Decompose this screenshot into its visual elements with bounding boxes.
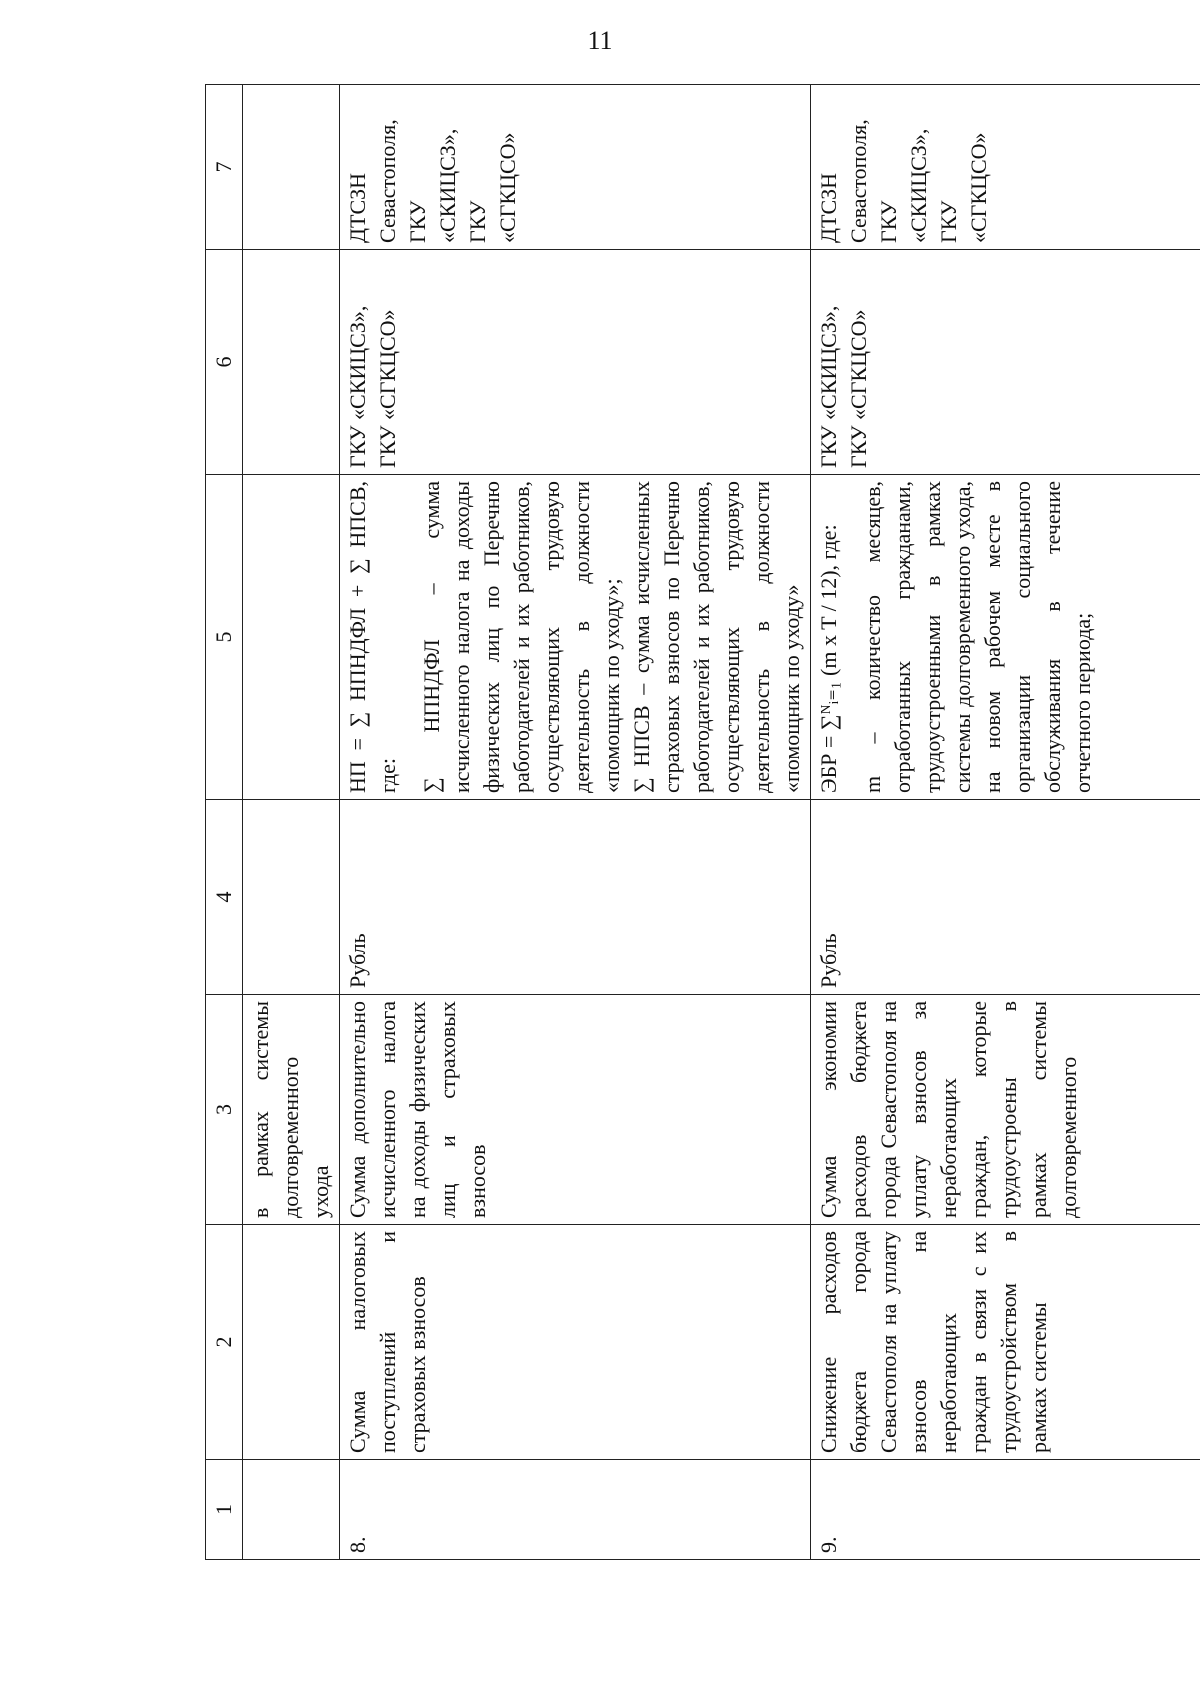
page-number: 11	[587, 26, 613, 55]
table-row	[340, 85, 811, 1560]
calculation-method	[340, 475, 811, 800]
formula-explanation: ∑ НПСВ – сумма исчисленных страховых взносов по Перечню работодателей и их работников, осуществляющих трудовую деятельность в должности «помощник по уходу»	[629, 481, 804, 793]
header-cell: 4	[206, 800, 243, 995]
formula: ЭБР = ∑ᴺᵢ₌₁ (m x T / 12), где:	[816, 524, 841, 793]
rotated-table-container	[205, 85, 1200, 1560]
formula-explanation: m – количество месяцев, отработанных гражданами, трудоустроенными в рамках системы долговременного ухода, на новом рабочем месте в организации социального обслуживания в течение отчетного периода;	[860, 481, 1095, 793]
indicator-definition: Сумма экономии расходов бюджета города Севастополя на уплату взносов за неработающих граждан, которые трудоустроены в рамках системы долговременного	[811, 995, 1200, 1225]
indicator-name: Снижение расходов бюджета города Севастополя на уплату взносов на неработающих граждан в связи с их трудоустройством в рамках системы	[811, 1225, 1200, 1460]
responsible: ДТСЗН Севастополя, ГКУ «СКИЦСЗ», ГКУ «СГКЦСО»	[340, 85, 811, 250]
header-cell: 6	[206, 250, 243, 475]
formula: НП = ∑ НПНДФЛ + ∑ НПСВ, где:	[345, 481, 400, 793]
continuation-row	[243, 85, 340, 1560]
header-cell: 2	[206, 1225, 243, 1460]
data-source: ГКУ «СКИЦСЗ», ГКУ «СГКЦСО»	[340, 250, 811, 475]
responsible: ДТСЗН Севастополя, ГКУ «СКИЦСЗ», ГКУ «СГКЦСО»	[811, 85, 1200, 250]
header-cell: 5	[206, 475, 243, 800]
unit: Рубль	[811, 800, 1200, 995]
table-row	[811, 85, 1200, 1560]
calculation-method	[811, 475, 1200, 800]
header-cell: 3	[206, 995, 243, 1225]
indicator-definition: Сумма дополнительно исчисленного налога на доходы физических лиц и страховых взносов	[340, 995, 811, 1225]
formula-explanation: ∑ НПНДФЛ – сумма исчисленного налога на доходы физических лиц по Перечню работодателей и их работников, осуществляющих трудовую деятельность в должности «помощник по уходу»;	[419, 481, 624, 793]
header-row	[206, 85, 243, 1560]
header-cell: 1	[206, 1460, 243, 1560]
indicator-name: Сумма налоговых поступлений и страховых взносов	[340, 1225, 811, 1460]
cell-continued: в рамках системы долговременного ухода	[243, 995, 340, 1225]
unit: Рубль	[340, 800, 811, 995]
row-number: 9.	[811, 1460, 1200, 1560]
data-source: ГКУ «СКИЦСЗ», ГКУ «СГКЦСО»	[811, 250, 1200, 475]
header-cell: 7	[206, 85, 243, 250]
indicators-table	[205, 84, 1200, 1560]
row-number: 8.	[340, 1460, 811, 1560]
